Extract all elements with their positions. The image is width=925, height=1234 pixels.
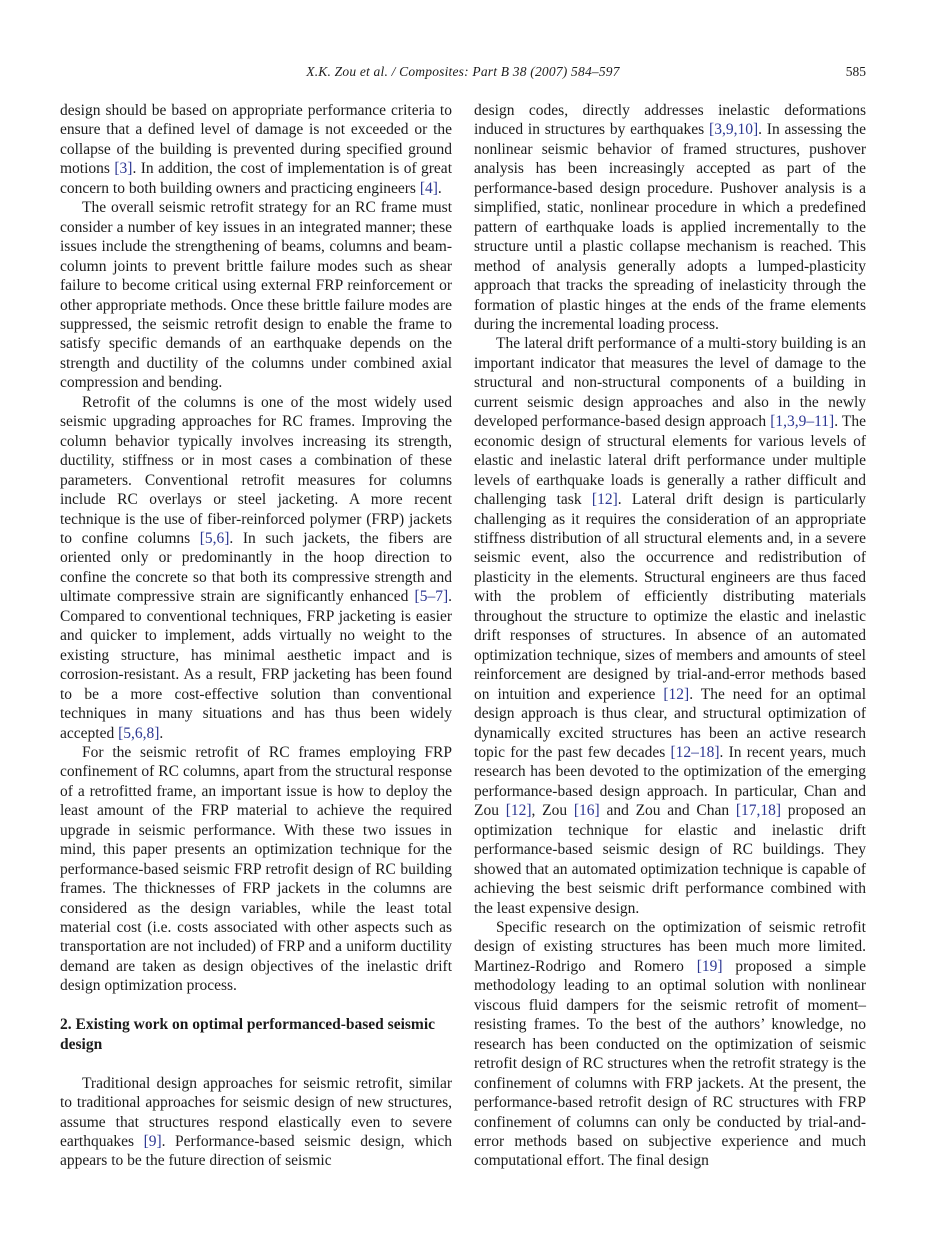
paragraph: For the seismic retrofit of RC frames employing FRP confinement of RC columns, apart from the structural response of a retrofitted frame, an important issue is how to deploy the least amount of the FRP material to achieve the required upgrade in seismic performance. With these two issues in mind, this paper presents an optimization technique for the performance-based seismic FRP retrofit design of RC building frames. The thicknesses of FRP jackets in the columns are considered as the design variables, while the least total material cost (i.e. costs associated with other aspects such as transportation are not included) of FRP and a uniform ductility demand are taken as design objectives of the inelastic drift design optimization process. <box>60 743 452 995</box>
citation-link[interactable]: [4] <box>419 179 438 197</box>
citation-link[interactable]: [12] <box>591 491 618 509</box>
citation-link[interactable]: [9] <box>143 1132 162 1150</box>
page-header <box>60 64 866 82</box>
right-column <box>474 101 866 1171</box>
paragraph: Retrofit of the columns is one of the most widely used seismic upgrading approaches for RC frames. Improving the column behavior typically involves increasing its strength, ductility, stiffness or in most cases a combination of these parameters. Conventional retrofit measures for columns include RC overlays or steel jacketing. A more recent technique is the use of fiber-reinforced polymer (FRP) jackets to confine columns [5,6]. In such jackets, the fibers are oriented only or predominantly in the hoop direction to confine the concrete so that both its compressive strength and ultimate compressive strain are significantly enhanced [5–7]. Compared to conventional techniques, FRP jacketing is easier and quicker to implement, adds virtually no weight to the existing structure, has minimal aesthetic impact and is corrosion-resistant. As a result, FRP jacketing has been found to be a more cost-effective solution than conventional techniques in many situations and has thus been widely accepted [5,6,8]. <box>60 393 452 742</box>
two-column-body <box>60 101 866 1171</box>
paragraph: design codes, directly addresses inelastic deformations induced in structures by earthquakes [3,9,10]. In assessing the nonlinear seismic behavior of framed structures, pushover analysis has been increasingly accepted as part of the performance-based design procedure. Pushover analysis is a simplified, static, nonlinear procedure in which a predefined pattern of earthquake loads is applied incrementally to the structure until a plastic collapse mechanism is reached. This method of analysis generally adopts a lumped-plasticity approach that tracks the spreading of inelasticity through the formation of plastic hinges at the ends of the frame elements during the incremental loading process. <box>474 102 866 333</box>
left-column <box>60 101 452 1171</box>
citation-link[interactable]: [17,18] <box>735 802 782 820</box>
citation-link[interactable]: [3] <box>114 160 133 178</box>
citation-link[interactable]: [12] <box>663 685 690 703</box>
section-heading: 2. Existing work on optimal performanced-based seismic design <box>60 1016 436 1053</box>
paragraph: design should be based on appropriate performance criteria to ensure that a defined level of damage is not exceeded or the collapse of the building is prevented during specified ground motions [3]. In addition, the cost of implementation is of great concern to both building owners and practicing engineers [4]. <box>60 102 452 197</box>
citation-link[interactable]: [12] <box>505 802 532 820</box>
citation-link[interactable]: [19] <box>696 957 723 975</box>
paragraph: The overall seismic retrofit strategy for an RC frame must consider a number of key issues in an integrated manner; these issues include the strengthening of beams, columns and beam-column joints to prevent brittle failure modes such as shear failure to become critical using external FRP reinforcement or other appropriate methods. Once these brittle failure modes are suppressed, the seismic retrofit design to enable the frame to satisfy specific demands of an earthquake depends on the strength and ductility of the columns under combined axial compression and bending. <box>60 199 452 392</box>
paragraph: Traditional design approaches for seismic retrofit, similar to traditional approaches for seismic design of new structures, assume that structures respond elastically even to severe earthquakes [9]. Performance-based seismic design, which appears to be the future direction of seismic <box>60 1074 452 1170</box>
paragraph: Specific research on the optimization of seismic retrofit design of existing structures has been much more limited. Martinez-Rodrigo and Romero [19] proposed a simple methodology leading to an optimal solution with nonlinear viscous fluid dampers for the seismic retrofit of moment–resisting frames. To the best of the authors’ knowledge, no research has been conducted on the optimization of seismic retrofit design of RC structures when the retrofit strategy is the confinement of columns with FRP jackets. At the present, the performance-based retrofit design of RC structures with FRP confinement of columns can only be conducted by trial-and-error methods based on subjective experience and much computational effort. The final design <box>474 919 866 1170</box>
citation-link[interactable]: [5,6,8] <box>118 724 160 742</box>
citation-link[interactable]: [12–18] <box>670 743 720 761</box>
citation-link[interactable]: [5–7] <box>414 588 449 606</box>
citation-link[interactable]: [3,9,10] <box>709 121 759 139</box>
running-head: X.K. Zou et al. / Composites: Part B 38 (2007) 584–597 <box>306 64 620 79</box>
page-number: 585 <box>845 64 866 79</box>
paragraph: The lateral drift performance of a multi-story building is an important indicator that measures the level of damage to the structural and non-structural components of a building in current seismic design approaches and also in the newly developed performance-based design approach [1,3,9–11]. The economic design of structural elements for various levels of elastic and inelastic lateral drift performance under multiple levels of earthquake loads is generally a rather difficult and challenging task [12]. Lateral drift design is particularly challenging as it requires the consideration of an appropriate stiffness distribution of all structural elements and, in a severe seismic event, also the occurrence and redistribution of plasticity in the elements. Structural engineers are thus faced with the problem of efficiently distributing materials throughout the structure to optimize the elastic and inelastic drift responses of structures. In absence of an automated optimization technique, sizes of members and amounts of steel reinforcement are designed by trial-and-error methods based on intuition and experience [12]. The need for an optimal design approach is thus clear, and structural optimization of dynamically excited structures has been an active research topic for the past few decades [12–18]. In recent years, much research has been devoted to the optimization of the emerging performance-based design approach. In particular, Chan and Zou [12], Zou [16] and Zou and Chan [17,18] proposed an optimization technique for elastic and inelastic drift performance-based seismic design of RC buildings. They showed that an automated optimization technique is capable of achieving the best seismic drift performance combined with the least expensive design. <box>474 335 867 917</box>
citation-link[interactable]: [16] <box>573 802 600 820</box>
citation-link[interactable]: [5,6] <box>199 529 230 547</box>
citation-link[interactable]: [1,3,9–11] <box>770 413 835 431</box>
